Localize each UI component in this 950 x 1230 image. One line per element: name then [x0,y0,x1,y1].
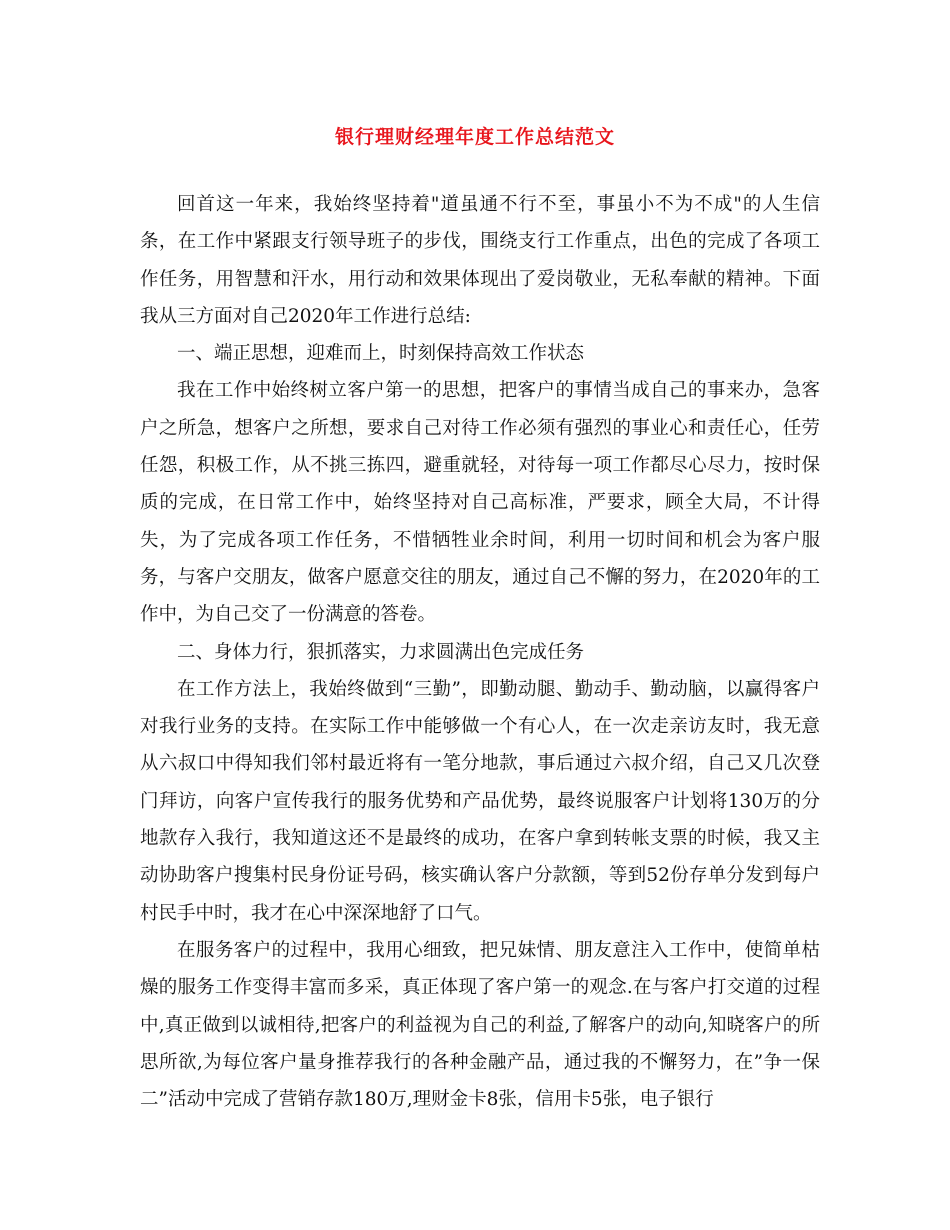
paragraph-section-1: 我在工作中始终树立客户第一的思想，把客户的事情当成自己的事来办，急客户之所急，想客户之所想，要求自己对待工作必须有强烈的事业心和责任心，任劳任怨，积极工作，从不挑三拣四，避重就轻，对待每一项工作都尽心尽力，按时保质的完成，在日常工作中，始终坚持对自己高标准，严要求，顾全大局，不计得失，为了完成各项工作任务，不惜牺牲业余时间，利用一切时间和机会为客户服务，与客户交朋友，做客户愿意交往的朋友，通过自己不懈的努力，在2020年的工作中，为自己交了一份满意的答卷。 [140,380,820,626]
section-heading-2: 二、身体力行，狠抓落实，力求圆满出色完成任务 [177,641,585,663]
paragraph-intro: 回首这一年来，我始终坚持着"道虽通不行不至，事虽小不为不成"的人生信条，在工作中紧跟支行领导班子的步伐，围绕支行工作重点，出色的完成了各项工作任务，用智慧和汗水，用行动和效果体现出了爱岗敬业，无私奉献的精神。下面我从三方面对自己2020年工作进行总结: [140,194,820,327]
document-body [140,186,820,1118]
paragraph-section-2a: 在工作方法上，我始终做到“三勤”，即勤动腿、勤动手、勤动脑，以赢得客户对我行业务的支持。在实际工作中能够做一个有心人，在一次走亲访友时，我无意从六叔口中得知我们邻村最近将有一笔分地款，事后通过六叔介绍，自己又几次登门拜访，向客户宣传我行的服务优势和产品优势，最终说服客户计划将130万的分地款存入我行，我知道这还不是最终的成功，在客户拿到转帐支票的时候，我又主动协助客户搜集村民身份证号码，核实确认客户分款额，等到52份存单分发到每户村民手中时，我才在心中深深地舒了口气。 [140,678,820,924]
paragraph-section-2b: 在服务客户的过程中，我用心细致，把兄妹情、朋友意注入工作中，使简单枯燥的服务工作变得丰富而多采，真正体现了客户第一的观念.在与客户打交道的过程中,真正做到以诚相待,把客户的利益视为自己的利益,了解客户的动向,知晓客户的所思所欲,为每位客户量身推荐我行的各种金融产品，通过我的不懈努力，在”争一保二”活动中完成了营销存款180万,理财金卡8张，信用卡5张，电子银行 [140,939,820,1111]
document-title: 银行理财经理年度工作总结范文 [334,126,615,148]
section-heading-1: 一、端正思想，迎难而上，时刻保持高效工作状态 [177,343,585,365]
